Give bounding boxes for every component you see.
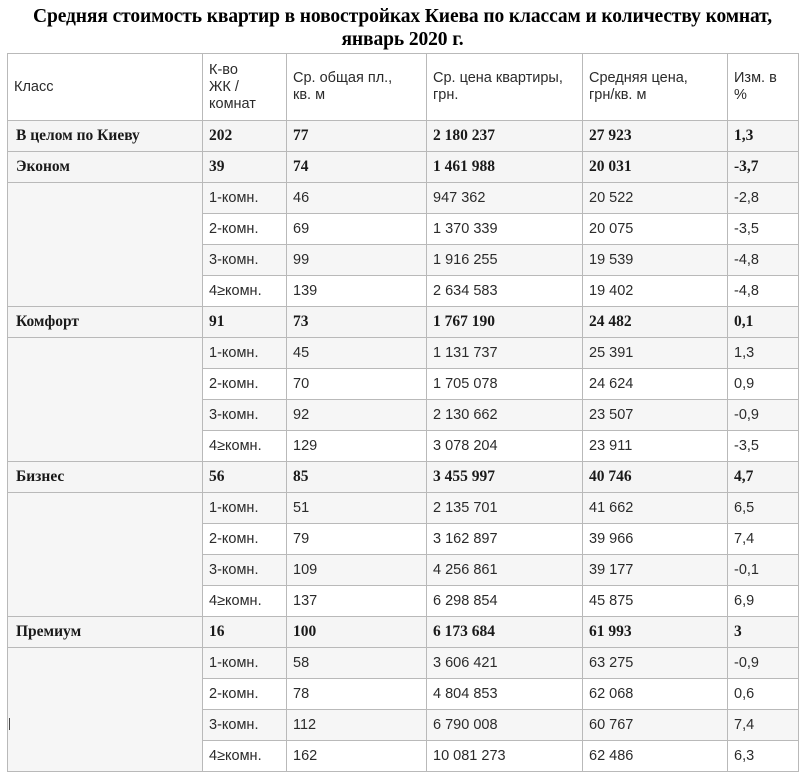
cell-class-group-spacer: [8, 183, 203, 307]
cell-price: 2 135 701: [427, 493, 583, 524]
cell-change: -4,8: [728, 245, 799, 276]
column-header-change-line1: Изм. в: [734, 70, 777, 86]
cell-avg: 60 767: [583, 710, 728, 741]
cell-price: 3 606 421: [427, 648, 583, 679]
cell-area: 162: [287, 741, 427, 772]
cell-avg: 25 391: [583, 338, 728, 369]
cell-area: 45: [287, 338, 427, 369]
table-body: [8, 54, 799, 772]
cell-price: 6 173 684: [427, 617, 583, 648]
text-cursor: [9, 718, 10, 730]
cell-price: 1 705 078: [427, 369, 583, 400]
cell-area: 100: [287, 617, 427, 648]
column-header-change: [728, 54, 799, 121]
cell-price: 6 298 854: [427, 586, 583, 617]
cell-rooms: 1-комн.: [203, 338, 287, 369]
cell-change: 1,3: [728, 121, 799, 152]
cell-change: 4,7: [728, 462, 799, 493]
cell-area: 70: [287, 369, 427, 400]
cell-rooms: 1-комн.: [203, 183, 287, 214]
cell-area: 69: [287, 214, 427, 245]
column-header-count: [203, 54, 287, 121]
cell-change: 0,9: [728, 369, 799, 400]
apartment-price-table: [7, 53, 799, 772]
column-header-price-line1: Ср. цена квартиры,: [433, 70, 563, 86]
cell-change: 0,1: [728, 307, 799, 338]
cell-rooms: 2-комн.: [203, 524, 287, 555]
cell-price: 1 461 988: [427, 152, 583, 183]
column-header-area-line2: кв. м: [293, 87, 326, 103]
cell-avg: 20 031: [583, 152, 728, 183]
cell-change: -3,5: [728, 214, 799, 245]
cell-area: 137: [287, 586, 427, 617]
cell-avg: 45 875: [583, 586, 728, 617]
column-header-count-line3: комнат: [209, 95, 256, 112]
cell-avg: 23 911: [583, 431, 728, 462]
cell-rooms: 1-комн.: [203, 648, 287, 679]
room-type-row: [8, 648, 799, 679]
cell-area: 79: [287, 524, 427, 555]
cell-price: 4 804 853: [427, 679, 583, 710]
cell-avg: 63 275: [583, 648, 728, 679]
cell-rooms: 3-комн.: [203, 400, 287, 431]
cell-avg: 19 539: [583, 245, 728, 276]
class-row: [8, 307, 799, 338]
class-row: [8, 617, 799, 648]
cell-area: 78: [287, 679, 427, 710]
cell-rooms: 1-комн.: [203, 493, 287, 524]
cell-change: 0,6: [728, 679, 799, 710]
cell-area: 99: [287, 245, 427, 276]
cell-avg: 39 966: [583, 524, 728, 555]
cell-count: 16: [203, 617, 287, 648]
cell-price: 10 081 273: [427, 741, 583, 772]
column-header-count-line1: К-во: [209, 61, 238, 78]
column-header-avg-price-line2: грн/кв. м: [589, 87, 647, 103]
cell-area: 109: [287, 555, 427, 586]
cell-area: 112: [287, 710, 427, 741]
cell-area: 85: [287, 462, 427, 493]
cell-price: 1 916 255: [427, 245, 583, 276]
cell-change: 6,5: [728, 493, 799, 524]
cell-area: 77: [287, 121, 427, 152]
cell-avg: 20 075: [583, 214, 728, 245]
cell-count: 202: [203, 121, 287, 152]
column-header-avg-price-line1: Средняя цена,: [589, 70, 688, 86]
cell-price: 2 130 662: [427, 400, 583, 431]
room-type-row: [8, 338, 799, 369]
column-header-price-line2: грн.: [433, 87, 459, 103]
column-header-class: Класс: [8, 54, 203, 121]
cell-avg: 19 402: [583, 276, 728, 307]
cell-price: 3 162 897: [427, 524, 583, 555]
cell-avg: 61 993: [583, 617, 728, 648]
cell-rooms: 2-комн.: [203, 369, 287, 400]
cell-change: 7,4: [728, 710, 799, 741]
cell-change: -0,9: [728, 400, 799, 431]
page-title: Средняя стоимость квартир в новостройках Киева по классам и количеству комнат, январь 2020 г.: [33, 6, 772, 50]
cell-rooms: 2-комн.: [203, 679, 287, 710]
cell-change: -2,8: [728, 183, 799, 214]
cell-rooms: 4≥комн.: [203, 431, 287, 462]
cell-change: 3: [728, 617, 799, 648]
cell-class-group-spacer: [8, 493, 203, 617]
column-header-area-line1: Ср. общая пл.,: [293, 70, 393, 86]
cell-rooms: 4≥комн.: [203, 741, 287, 772]
cell-avg: 40 746: [583, 462, 728, 493]
cell-change: -3,7: [728, 152, 799, 183]
cell-change: 1,3: [728, 338, 799, 369]
cell-price: 2 180 237: [427, 121, 583, 152]
cell-avg: 39 177: [583, 555, 728, 586]
room-type-row: [8, 493, 799, 524]
cell-avg: 41 662: [583, 493, 728, 524]
cell-class-label: Эконом: [8, 152, 203, 183]
cell-avg: 23 507: [583, 400, 728, 431]
cell-count: 39: [203, 152, 287, 183]
column-header-count-line2: ЖК /: [209, 78, 239, 95]
cell-avg: 62 068: [583, 679, 728, 710]
cell-price: 4 256 861: [427, 555, 583, 586]
cell-rooms: 4≥комн.: [203, 586, 287, 617]
cell-change: -0,9: [728, 648, 799, 679]
cell-rooms: 4≥комн.: [203, 276, 287, 307]
cell-price: 1 767 190: [427, 307, 583, 338]
room-type-row: [8, 183, 799, 214]
cell-change: -4,8: [728, 276, 799, 307]
cell-count: 91: [203, 307, 287, 338]
cell-area: 139: [287, 276, 427, 307]
cell-area: 51: [287, 493, 427, 524]
cell-price: 6 790 008: [427, 710, 583, 741]
column-header-change-line2: %: [734, 87, 747, 103]
cell-class-group-spacer: [8, 648, 203, 772]
cell-price: 947 362: [427, 183, 583, 214]
cell-class-group-spacer: [8, 338, 203, 462]
cell-change: -0,1: [728, 555, 799, 586]
table-container: [0, 53, 805, 772]
cell-avg: 62 486: [583, 741, 728, 772]
cell-price: 2 634 583: [427, 276, 583, 307]
cell-count: 56: [203, 462, 287, 493]
cell-avg: 20 522: [583, 183, 728, 214]
cell-class-label: Комфорт: [8, 307, 203, 338]
cell-class-label: Премиум: [8, 617, 203, 648]
cell-change: 6,3: [728, 741, 799, 772]
cell-area: 58: [287, 648, 427, 679]
cell-change: 7,4: [728, 524, 799, 555]
cell-area: 73: [287, 307, 427, 338]
class-row: [8, 152, 799, 183]
cell-rooms: 3-комн.: [203, 710, 287, 741]
summary-row: [8, 121, 799, 152]
table-header-row: [8, 54, 799, 121]
cell-class-label: Бизнес: [8, 462, 203, 493]
cell-price: 1 131 737: [427, 338, 583, 369]
cell-change: 6,9: [728, 586, 799, 617]
class-row: [8, 462, 799, 493]
cell-price: 3 078 204: [427, 431, 583, 462]
cell-area: 74: [287, 152, 427, 183]
column-header-area: [287, 54, 427, 121]
cell-rooms: 3-комн.: [203, 245, 287, 276]
column-header-price: [427, 54, 583, 121]
cell-avg: 27 923: [583, 121, 728, 152]
cell-avg: 24 624: [583, 369, 728, 400]
cell-price: 3 455 997: [427, 462, 583, 493]
cell-rooms: 3-комн.: [203, 555, 287, 586]
column-header-avg-price: [583, 54, 728, 121]
cell-avg: 24 482: [583, 307, 728, 338]
cell-price: 1 370 339: [427, 214, 583, 245]
cell-area: 129: [287, 431, 427, 462]
cell-change: -3,5: [728, 431, 799, 462]
cell-class-label: В целом по Киеву: [8, 121, 203, 152]
cell-area: 92: [287, 400, 427, 431]
cell-area: 46: [287, 183, 427, 214]
cell-rooms: 2-комн.: [203, 214, 287, 245]
